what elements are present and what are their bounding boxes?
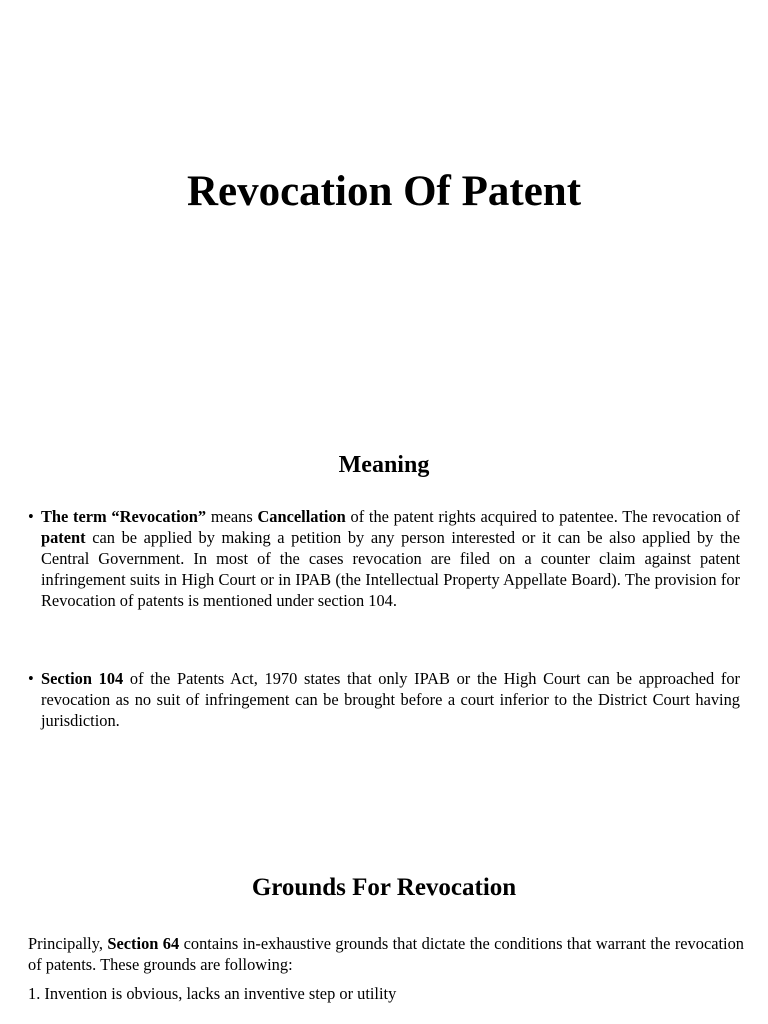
bullet-1-body-a: of the patent rights acquired to patentee. The revocation of [345, 507, 740, 526]
intro-lead: Principally, [28, 934, 108, 953]
bullet-2-text [41, 668, 740, 731]
grounds-heading: Grounds For Revocation [251, 874, 517, 901]
intro-body: contains in-exhaustive grounds that dictate the conditions that warrant the revocation of patents. These grounds are following: [28, 934, 744, 974]
means-text: means [206, 507, 258, 526]
bullet-1-text [41, 506, 740, 611]
grounds-intro [28, 933, 744, 975]
bullet-1-body-b: can be applied by making a petition by any person interested or it can be also applied by the Central Government. In most of the cases revocation are filed on a counter claim against patent infringement suits in High Court or in IPAB (the Intellectual Property Appellate Board). The provision for Revocation of patents is mentioned under section 104. [41, 528, 740, 610]
bullet-point: • [28, 507, 34, 526]
page-title: Revocation Of Patent [186, 168, 582, 215]
meaning-bullet-1 [28, 506, 740, 611]
bullet-point: • [28, 669, 34, 688]
section-64-term: Section 64 [107, 934, 180, 953]
ground-item-1: 1. Invention is obvious, lacks an inventive step or utility [28, 984, 397, 1003]
meaning-bullet-2 [28, 668, 740, 731]
term-revocation: The term “Revocation” [41, 507, 207, 526]
patent-term: patent [41, 528, 86, 547]
meaning-heading: Meaning [338, 452, 430, 478]
bullet-2-body: of the Patents Act, 1970 states that only IPAB or the High Court can be approached for revocation as no suit of infringement can be brought before a court inferior to the District Court having jurisdiction. [41, 669, 740, 730]
section-104-term: Section 104 [41, 669, 124, 688]
cancellation-term: Cancellation [257, 507, 346, 526]
